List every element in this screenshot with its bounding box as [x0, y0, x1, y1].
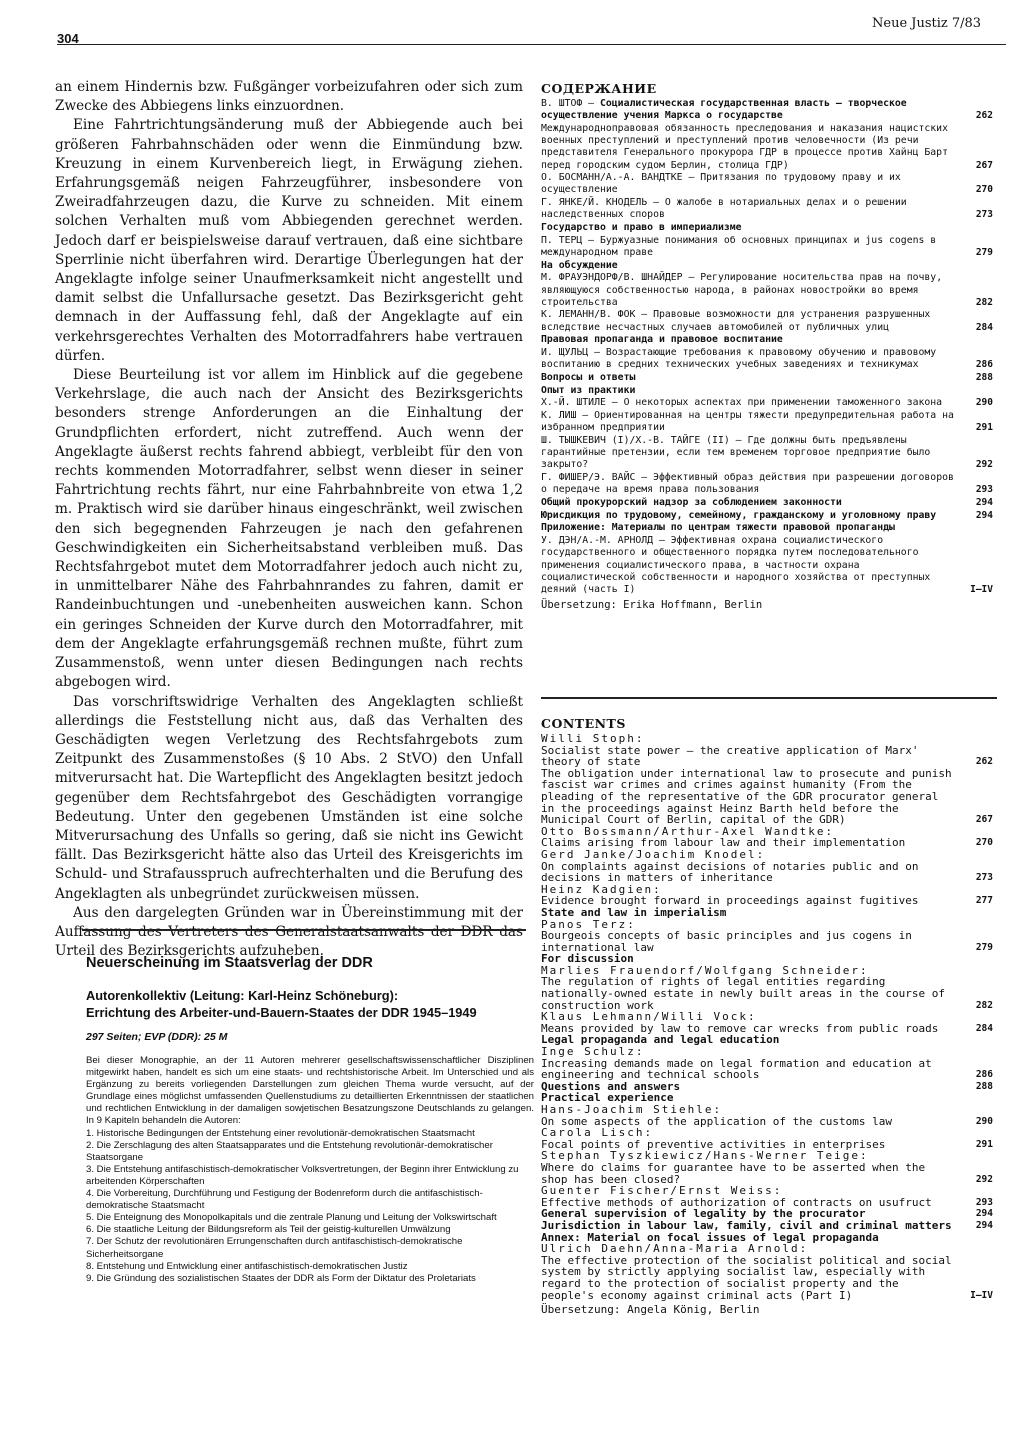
toc-category-label: Юрисдикция по трудовому, семейному, гражданскому и уголовному праву [541, 509, 937, 521]
toc-author: Х.-Й. ШТИЛЕ — [541, 397, 624, 409]
toc-category [541, 522, 997, 534]
chapter-item: 7. Der Schutz der revolutionären Errungenschaften durch antifaschistisch-demokratische Sicherheitsorgane [86, 1236, 463, 1260]
toc-page-number: 270 [975, 837, 993, 849]
article-body [55, 78, 523, 961]
toc-author: Ulrich Daehn/Anna-Maria Arnold: [541, 1242, 809, 1256]
toc-page-number: 294 [975, 497, 993, 508]
toc-author: К. ЛИШ — [541, 410, 595, 422]
chapter-item: 8. Entstehung und Entwicklung einer antifaschistisch-demokratischen Justiz [86, 1260, 408, 1272]
toc-author: Guenter Fischer/Ernst Weiss: [541, 1184, 783, 1198]
toc-category-label: Annex: Material on focal issues of legal propaganda [541, 1230, 879, 1244]
toc-page-number: 279 [975, 941, 993, 953]
toc-page-number: 284 [975, 321, 993, 333]
toc-title: The regulation of rights of legal entities regarding nationally-owned estate in newly built areas in the course of construction work [541, 975, 945, 1012]
toc-title: Буржуазные понимания об основных принципах и jus cogens в международном праве [541, 234, 937, 258]
toc-entry [541, 1185, 997, 1208]
toc-title: Effective methods of authorization of contracts on usufruct [541, 1195, 932, 1209]
toc-category-label: For discussion [541, 952, 634, 966]
toc-title: Где должны быть предъявлены гарантийные претензии, если тем временем торговое предприятие было закрыто? [541, 434, 931, 471]
toc-entry [541, 768, 997, 826]
toc-title: Правовые возможности для устранения разрушенных вследствие несчастных случаев автомобилей от публичных улиц [541, 309, 931, 333]
toc-title: Increasing demands made on legal formation and education at engineering and technical schools [541, 1056, 932, 1082]
toc-category-label: Practical experience [541, 1091, 674, 1105]
toc-entry [541, 1150, 997, 1185]
toc-category-label: Правовая пропаганда и правовое воспитание [541, 334, 783, 346]
toc-entry [541, 1104, 997, 1127]
toc-entry [541, 849, 997, 884]
toc-page-number: 277 [975, 895, 993, 907]
toc-title: Where do claims for guarantee have to be asserted when the shop has been closed? [541, 1160, 926, 1186]
toc-category-label: Вопросы и ответы [541, 371, 636, 383]
toc-page-number: I—IV [970, 1289, 993, 1301]
toc-page-number: 290 [975, 397, 993, 409]
toc-entry [541, 98, 997, 122]
toc-title: Bourgeois concepts of basic principles and jus cogens in international law [541, 929, 912, 954]
book-author-title [86, 987, 534, 1021]
chapter-item: 6. Die staatliche Leitung der Bildungsreform als Teil der geistig-kulturellen Umwälzung [86, 1224, 451, 1236]
toc-entry [541, 884, 997, 907]
toc-title: Социалистическая государственная власть — творческое осуществление учения Маркса о государстве [541, 98, 907, 122]
toc-title: Socialist state power — the creative application of Marx' theory of state [541, 743, 919, 769]
chapter-item: 9. Die Gründung des sozialistischen Staates der DDR als Form der Diktatur des Proletariats [86, 1272, 476, 1284]
toc-page-number: 267 [975, 814, 993, 826]
toc-page-number: I—IV [970, 583, 993, 595]
toc-page-number: 267 [975, 159, 993, 171]
toc-entry [541, 435, 997, 472]
toc-entry [541, 733, 997, 768]
contents-divider [541, 697, 997, 699]
toc-author: Ш. ТЫШКЕВИЧ (I)/Х.-В. ТАЙГЕ (II) — [541, 434, 748, 446]
toc-entry [541, 197, 997, 221]
toc-page-number: 286 [975, 1069, 993, 1081]
toc-title: Claims arising from labour law and their implementation [541, 836, 906, 850]
toc-title: Притязания по трудовому праву и их осуществление [541, 172, 901, 196]
toc-author: Hans-Joachim Stiehle: [541, 1103, 723, 1116]
toc-page-number: 288 [975, 1080, 993, 1092]
toc-category [541, 497, 997, 509]
header-rule [57, 44, 1006, 45]
toc-author: Klaus Lehmann/Willi Vock: [541, 1010, 757, 1024]
toc-author: В. ШТОФ — [541, 98, 600, 109]
article-paragraph: Diese Beurteilung ist vor allem im Hinblick auf die gegebene Verkehrslage, die auch nach der Ansicht des Bezirksgerichts besonders strenge Anforderungen an die Einhaltung der Grundpflichten erfordert, nicht zutreffend. Auch wenn der Angeklagte äußerst rechts fahrend abbiegt, verbleibt für den von rechts kommenden Motorradfahrer, selbst wenn dieser in seiner Fahrtrichtung rechts fährt, nur eine Fahrbahnbreite von etwa 1,2 m. Praktisch wird sie darüber hinaus eingeschränkt, weil zwischen den sich begegnenden Fahrzeugen je nach den gefahrenen Geschwindigkeiten ein Sicherheitsabstand verbleiben muß. Das Rechtsfahrgebot mutet dem Motorradfahrer jedoch auch nicht zu, in unmittelbarer Nähe des Fahrbahnrandes zu fahren, damit er Randeinbuchtungen und -unebenheiten ausweichen kann. Schon ein geringes Schneiden der Kurve durch den Motorradfahrer, mit dem der Angeklagte erfahrungsgemäß rechnen mußte, führt zum Zusammenstoß, wenn unter diesen Bedingungen nach rechts abgebogen wird. [55, 367, 523, 691]
toc-category [541, 907, 997, 919]
toc-category-label: Jurisdiction in labour law, family, civil and criminal matters [541, 1218, 952, 1232]
chapter-item: 1. Historische Bedingungen der Entstehung einer revolutionär-demokratischen Staatsmacht [86, 1127, 475, 1139]
toc-page-number: 273 [975, 209, 993, 221]
toc-title: Эффективный образ действия при разрешении договоров о передаче на время права пользования [541, 472, 954, 496]
article-paragraph: an einem Hindernis bzw. Fußgänger vorbeizufahren oder sich zum Zwecke des Abbiegens links einzuordnen. [55, 79, 523, 115]
toc-title: Focal points of preventive activities in enterprises [541, 1137, 886, 1151]
toc-category [541, 222, 997, 234]
journal-issue: Neue Justiz 7/83 [872, 16, 982, 31]
toc-page-number: 288 [975, 371, 993, 383]
toc-title: Ориентированная на центры тяжести предупредительная работа на избранном предприятии [541, 410, 954, 434]
toc-category-label: Общий прокурорский надзор за соблюдением законности [541, 497, 842, 508]
chapter-item: 2. Die Zerschlagung des alten Staatsapparates und die Entstehung revolutionär-demokratischer Staatsorgane [86, 1139, 493, 1163]
toc-entry [541, 1011, 997, 1034]
toc-page-number: 293 [975, 484, 993, 496]
toc-author: И. ЩУЛЬЦ — [541, 347, 606, 359]
toc-author: Inge Schulz: [541, 1045, 645, 1059]
toc-entry [541, 235, 997, 259]
toc-title: Means provided by law to remove car wrecks from public roads [541, 1021, 939, 1035]
announcement-heading: Neuerscheinung im Staatsverlag der DDR [86, 955, 373, 971]
toc-entry [541, 347, 997, 371]
toc-page-number: 270 [975, 184, 993, 196]
toc-title: Регулирование носительства прав на почву, являющуюся собственностью народа, в районах новостройки во время строительства [541, 272, 943, 308]
section-divider [82, 929, 526, 931]
toc-entry [541, 172, 997, 196]
book-intro: Bei dieser Monographie, an der 11 Autoren mehrerer gesellschaftswissenschaftlicher Disziplinen mitgewirkt haben, handelt es sich um eine staats- und rechtshistorische Arbeit. Im Unterschied und als Ergänzung zu bereits vorliegenden Darstellungen zum gleichen Thema wurde versucht, auf der Grundlage eines möglichst umfassenden Quellenstudiums zu detaillierten Erkenntnissen der staatlichen und rechtlichen Entwicklung in der damaligen sowjetischen Besatzungszone Deutschlands zu gelangen. In 9 Kapiteln behandeln die Autoren: [86, 1055, 534, 1127]
toc-author: Willi Stoph: [541, 732, 645, 745]
toc-author: Carola Lisch: [541, 1126, 654, 1140]
toc-category-label: State and law in imperialism [541, 905, 727, 919]
toc-title: The obligation under international law to prosecute and punish fascist war crimes and crimes against humanity (From the pleading of the representative of the GDR procurator general in the proceedings against Heinz Barth held before the Municipal Court of Berlin, capital of the GDR) [541, 766, 952, 827]
toc-title: Эффективная охрана социалистического государственного и общественного порядка путем последовательного применения социалистического права, в частности охрана социалистической собственности и народного хозяйства от преступных деяний (часть I) [541, 535, 931, 595]
toc-entry [541, 272, 997, 309]
toc-page-number: 291 [975, 422, 993, 434]
toc-author: У. ДЭН/А.-М. АРНОЛД — [541, 535, 671, 547]
toc-entry [541, 397, 997, 409]
toc-page-number: 293 [975, 1196, 993, 1208]
toc-category [541, 260, 997, 272]
toc-page-number: 282 [975, 999, 993, 1011]
toc-title: On some aspects of the application of the customs law [541, 1114, 892, 1128]
toc-entry [541, 410, 997, 434]
book-author: Autorenkollektiv (Leitung: Karl-Heinz Schöneburg): [86, 988, 399, 1003]
toc-author: Heinz Kadgien: [541, 882, 662, 896]
toc-title: The effective protection of the socialist political and social system by strictly applying socialist law, especially with regard to the protection of socialist property and the people's economy against criminal acts (Part I) [541, 1253, 952, 1302]
toc-page-number: 290 [975, 1115, 993, 1127]
toc-title: Возрастающие требования к правовому обучению и правовому воспитанию в средних технических учебных заведениях и техникумах [541, 347, 937, 371]
toc-page-number: 262 [975, 756, 993, 768]
toc-entry [541, 965, 997, 1011]
toc-entry [541, 535, 997, 596]
toc-entry [541, 1046, 997, 1081]
toc-page-number: 294 [975, 1219, 993, 1231]
toc-author: Г. ФИШЕР/Э. ВАЙС — [541, 472, 654, 484]
contents-ru-heading: СОДЕРЖАНИЕ [541, 81, 657, 96]
toc-category [541, 372, 997, 384]
toc-entry [541, 919, 997, 954]
toc-author: П. ТЕРЦ — [541, 234, 600, 246]
translator-en: Übersetzung: Angela König, Berlin [541, 1303, 760, 1317]
toc-page-number: 282 [975, 296, 993, 308]
toc-page-number: 262 [975, 110, 993, 122]
toc-title: О жалобе в нотариальных делах и о решении наследственных споров [541, 197, 907, 221]
chapter-item: 5. Die Enteignung des Monopolkapitals und die zentrale Planung und Leitung der Volkswirtschaft [86, 1212, 497, 1224]
book-pricing: 297 Seiten; EVP (DDR): 25 M [86, 1031, 228, 1043]
contents-en-list [541, 733, 997, 1301]
toc-category-label: Legal propaganda and legal education [541, 1033, 780, 1047]
toc-category [541, 334, 997, 346]
toc-author: М. ФРАУЭНДОРФ/В. ШНАЙДЕР — [541, 272, 701, 284]
contents-english [541, 716, 997, 1316]
contents-ru-list [541, 98, 997, 596]
toc-author: Panos Terz: [541, 917, 636, 931]
toc-page-number: 286 [975, 359, 993, 371]
toc-author: Г. ЯНКЕ/Й. КНОДЕЛЬ — [541, 197, 665, 209]
toc-author: Marlies Frauendorf/Wolfgang Schneider: [541, 963, 869, 977]
toc-page-number: 284 [975, 1022, 993, 1034]
toc-category-label: На обсуждение [541, 259, 618, 271]
toc-title: On complaints against decisions of notaries public and on decisions in matters of inheritance [541, 859, 919, 885]
toc-entry [541, 123, 997, 172]
toc-page-number: 292 [975, 1173, 993, 1185]
book-title: Errichtung des Arbeiter-und-Bauern-Staates der DDR 1945–1949 [86, 1005, 477, 1020]
book-announcement [86, 955, 534, 1285]
toc-page-number: 294 [975, 509, 993, 521]
toc-title: Международноправовая обязанность преследования и наказания нацистских военных преступлений и преступлений против человечности (Из речи представителя Генерального прокурора ГДР в процессе против Хайнц Барт перед городским судом Берлин, столица ГДР) [541, 122, 948, 171]
toc-author: Gerd Janke/Joachim Knodel: [541, 847, 766, 861]
toc-entry [541, 1243, 997, 1301]
toc-author: Stephan Tyszkiewicz/Hans-Werner Teige: [541, 1149, 869, 1163]
toc-category [541, 510, 997, 522]
chapter-list [86, 1128, 534, 1285]
chapter-item: 4. Die Vorbereitung, Durchführung und Festigung der Bodenreform durch die antifaschistisch-demokratische Staatsmacht [86, 1188, 483, 1212]
toc-category-label: Приложение: Материалы по центрам тяжести правовой пропаганды [541, 522, 895, 534]
toc-entry [541, 309, 997, 333]
toc-entry [541, 472, 997, 496]
toc-page-number: 294 [975, 1208, 993, 1220]
article-paragraph: Das vorschriftswidrige Verhalten des Angeklagten schließt allerdings die Feststellung nicht aus, daß das Verhalten des Geschädigten wegen Verletzung des Rechtsfahrgebots zum Zeitpunkt des Zusammenstoßes (§ 10 Abs. 2 StVO) den Unfall mitverursacht hat. Die Wartepflicht des Angeklagten besitzt jedoch gegenüber dem Rechtsfahrgebot des Geschädigten vorrangige Bedeutung. Unter den gegebenen Umständen ist eine solche Mitverursachung des Unfalls so gering, daß sie nicht ins Gewicht fällt. Das Bezirksgericht hätte also das Urteil des Kreisgerichts im Schuld- und Strafausspruch aufrechterhalten und die Berufung des Angeklagten als unbegründet zurückweisen müssen. [55, 693, 523, 902]
toc-page-number: 292 [975, 459, 993, 471]
toc-author: О. БОСМАНН/А.-А. ВАНДТКЕ — [541, 172, 701, 184]
toc-category-label: General supervision of legality by the procurator [541, 1207, 866, 1221]
page-number: 304 [57, 31, 79, 46]
toc-category-label: Опыт из практики [541, 384, 636, 396]
article-paragraph: Eine Fahrtrichtungsänderung muß der Abbiegende auch bei größeren Fahrbahnschäden oder wenn die Einmündung bzw. Kreuzung in einem Kurvenbereich liegt, in Erwägung ziehen. Erfahrungsgemäß neigen Fahrzeugführer, insbesondere von Zweiradfahrzeugen dazu, die Kurve zu schneiden. Mit einem solchen Verhalten muß vom Abbiegenden gerechnet werden. Jedoch darf er beispielsweise darauf vertrauen, daß eine sichtbare Sperrlinie nicht überfahren wird. Derartige Überlegungen hat der Angeklagte infolge seiner Unaufmerksamkeit nicht angestellt und damit selbst die Unfallursache gesetzt. Das Bezirksgericht geht demnach in der Auffassung fehl, daß der Angeklagte auf ein verkehrsgerechtes Verhalten des Motorradfahrers habe vertrauen dürfen. [55, 117, 523, 364]
toc-author: Otto Bossmann/Arthur-Axel Wandtke: [541, 824, 835, 838]
contents-russian [541, 81, 997, 611]
toc-title: Evidence brought forward in proceedings against fugitives [541, 894, 919, 908]
toc-page-number: 279 [975, 246, 993, 258]
toc-category [541, 385, 997, 397]
translator-ru: Übersetzung: Erika Hoffmann, Berlin [541, 599, 763, 612]
toc-title: О некоторых аспектах при применении таможенного закона [623, 397, 943, 409]
toc-entry [541, 826, 997, 849]
article-paragraph: Aus den dargelegten Gründen war in Übereinstimmung mit der Auffassung des Vertreters des Generalstaatsanwalts der DDR das Urteil des Bezirksgerichts aufzuheben. [55, 904, 523, 960]
toc-category-label: Questions and answers [541, 1079, 681, 1093]
toc-category-label: Государство и право в империализме [541, 222, 742, 234]
toc-page-number: 291 [975, 1138, 993, 1150]
toc-author: К. ЛЕМАНН/В. ФОК — [541, 309, 654, 321]
contents-en-heading: CONTENTS [541, 716, 626, 731]
chapter-item: 3. Die Entstehung antifaschistisch-demokratischer Volksvertretungen, der Beginn ihrer Entwicklung zu arbeitenden Körperschaften [86, 1163, 519, 1187]
page-header [0, 8, 1024, 48]
toc-entry [541, 1127, 997, 1150]
toc-page-number: 273 [975, 872, 993, 884]
